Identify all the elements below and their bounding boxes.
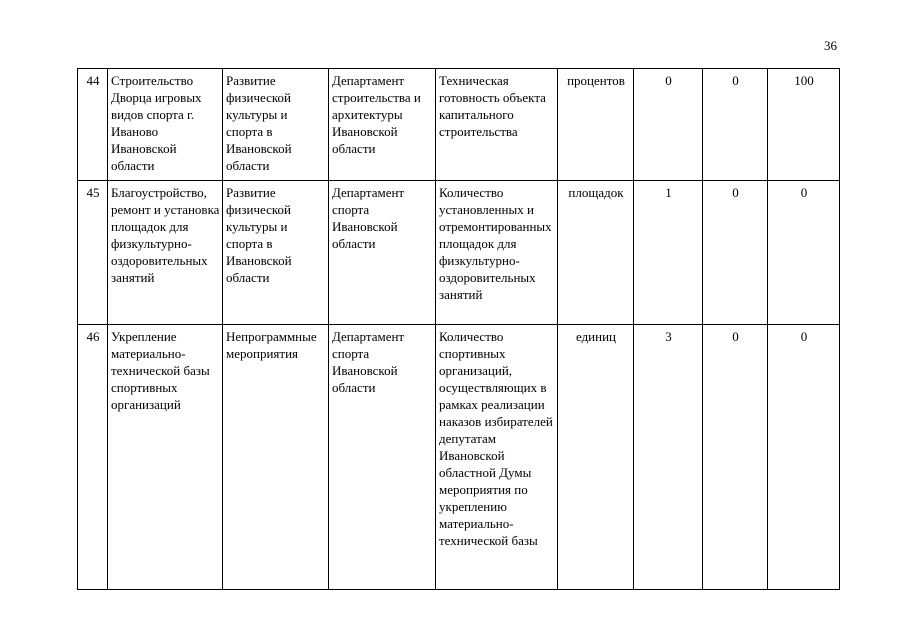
- data-table: [77, 68, 840, 590]
- row-number: 44: [78, 69, 108, 181]
- unit-of-measure: площадок: [558, 181, 634, 325]
- row-number: 45: [78, 181, 108, 325]
- value-1: 0: [634, 69, 703, 181]
- event-name: Укрепление материально-технической базы спортивных организаций: [108, 325, 223, 590]
- value-3: 0: [768, 325, 840, 590]
- value-1: 3: [634, 325, 703, 590]
- page-number: 36: [824, 38, 837, 53]
- executor-name: Департамент спорта Ивановской области: [329, 325, 436, 590]
- event-name: Благоустройство, ремонт и установка площадок для физкультурно-оздоровительных занятий: [108, 181, 223, 325]
- executor-name: Департамент спорта Ивановской области: [329, 181, 436, 325]
- value-1: 1: [634, 181, 703, 325]
- unit-of-measure: процентов: [558, 69, 634, 181]
- value-2: 0: [703, 325, 768, 590]
- program-name: Развитие физической культуры и спорта в Ивановской области: [223, 181, 329, 325]
- program-name: Непрограммные мероприятия: [223, 325, 329, 590]
- table-row: [78, 181, 840, 325]
- event-name: Строительство Дворца игровых видов спорта г. Иваново Ивановской области: [108, 69, 223, 181]
- indicator-name: Количество установленных и отремонтированных площадок для физкультурно-оздоровительных занятий: [436, 181, 558, 325]
- value-3: 100: [768, 69, 840, 181]
- executor-name: Департамент строительства и архитектуры Ивановской области: [329, 69, 436, 181]
- value-3: 0: [768, 181, 840, 325]
- table-row: [78, 69, 840, 181]
- unit-of-measure: единиц: [558, 325, 634, 590]
- indicator-name: Техническая готовность объекта капитального строительства: [436, 69, 558, 181]
- indicator-name: Количество спортивных организаций, осуществляющих в рамках реализации наказов избирателей депутатам Ивановской областной Думы мероприятия по укреплению материально-технической базы: [436, 325, 558, 590]
- row-number: 46: [78, 325, 108, 590]
- value-2: 0: [703, 69, 768, 181]
- table-row: [78, 325, 840, 590]
- program-name: Развитие физической культуры и спорта в Ивановской области: [223, 69, 329, 181]
- value-2: 0: [703, 181, 768, 325]
